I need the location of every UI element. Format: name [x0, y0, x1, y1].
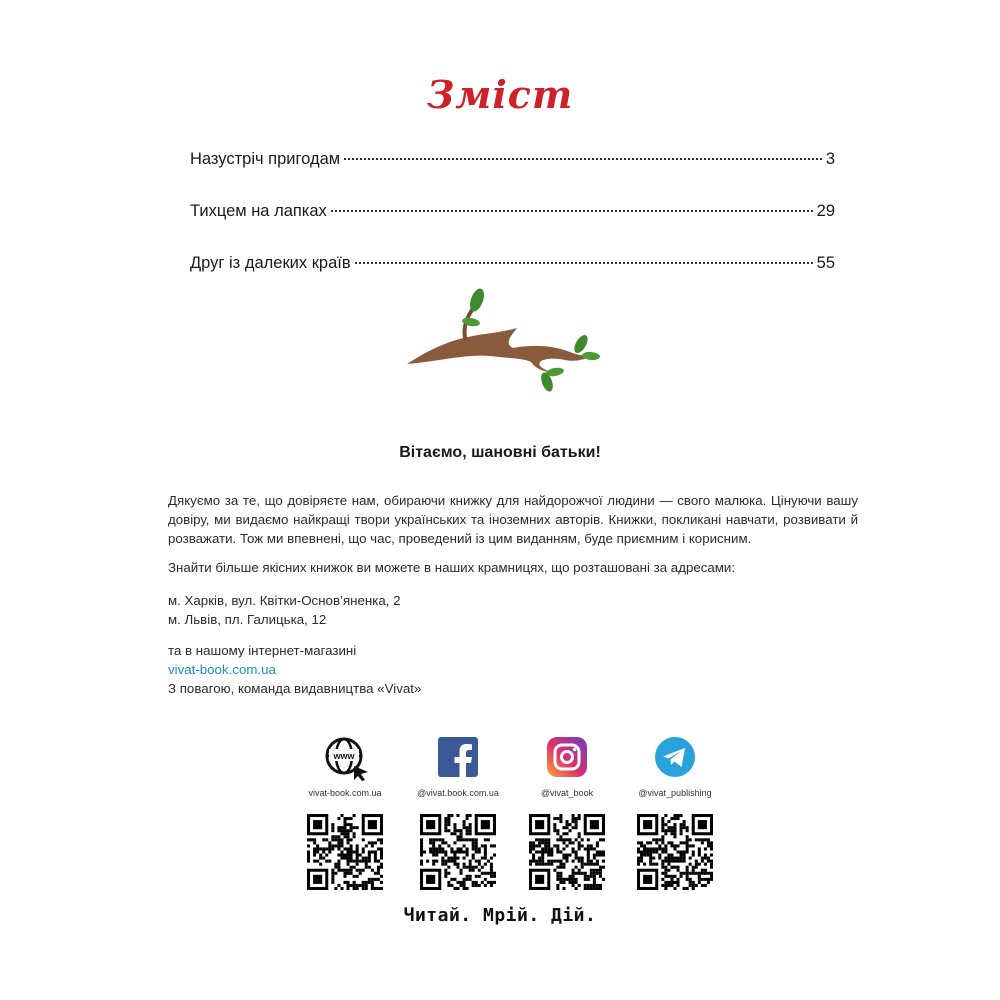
toc-leader-dots: [355, 261, 813, 264]
globe-www-icon: [324, 736, 366, 778]
social-item-web[interactable]: [290, 736, 400, 895]
social-handle: @vivat_publishing: [638, 788, 712, 798]
social-item-facebook[interactable]: [403, 736, 513, 895]
greeting-heading: Вітаємо, шановні батьки!: [399, 444, 601, 461]
slogan: Читай. Мрій. Дій.: [403, 905, 597, 926]
qr-code: [529, 814, 605, 890]
social-handle: @vivat_book: [540, 788, 594, 798]
social-links: [300, 736, 730, 896]
online-store-intro: та в нашому інтернет-магазині: [168, 643, 357, 658]
page-title: Зміст: [426, 72, 574, 117]
toc-leader-dots: [331, 209, 813, 212]
welcome-paragraph: Дякуємо за те, що довіряєте нам, обираючи книжку для найдорожчої людини — свого малюка. Цінуючи вашу довіру, ми видаємо найкращі твори українських та іноземних авторів. Книжки, покликані навчати, розвивати й розважати. Тож ми впевнені, що час, проведений із цим виданням, буде приємним і корисним.: [168, 493, 858, 546]
qr-code: [637, 814, 713, 890]
addresses: [168, 591, 858, 629]
toc-entry[interactable]: [190, 150, 835, 202]
website-link[interactable]: vivat-book.com.ua: [168, 662, 276, 677]
address-line: м. Львів, пл. Галицька, 12: [168, 612, 327, 627]
stores-paragraph: Знайти більше якісних книжок ви можете в наших крамницях, що розташовані за адресами:: [168, 560, 736, 575]
social-item-telegram[interactable]: [620, 736, 730, 895]
toc-entry-label: Друг із далеких країв: [190, 254, 351, 272]
toc-entry-page: 29: [816, 202, 835, 220]
branch-illustration: [405, 286, 605, 398]
qr-code: [420, 814, 496, 890]
toc-entry[interactable]: [190, 202, 835, 254]
signature: З повагою, команда видавництва «Vivat»: [168, 681, 422, 696]
svg-text:www: www: [333, 751, 355, 761]
telegram-icon: [654, 736, 696, 778]
social-handle: @vivat.book.com.ua: [417, 788, 499, 798]
toc-entry-page: 55: [816, 254, 835, 272]
toc-entry-label: Назустріч пригодам: [190, 150, 341, 168]
toc-entry-page: 3: [825, 150, 835, 168]
qr-code: [307, 814, 383, 890]
toc-leader-dots: [344, 157, 822, 160]
toc-entry-label: Тихцем на лапках: [190, 202, 327, 220]
social-handle: vivat-book.com.ua: [308, 788, 382, 798]
facebook-icon: [437, 736, 479, 778]
instagram-icon: [546, 736, 588, 778]
online-store: [168, 641, 858, 698]
table-of-contents: [190, 150, 835, 306]
address-line: м. Харків, вул. Квітки-Основ’яненка, 2: [168, 593, 401, 608]
social-item-instagram[interactable]: [512, 736, 622, 895]
